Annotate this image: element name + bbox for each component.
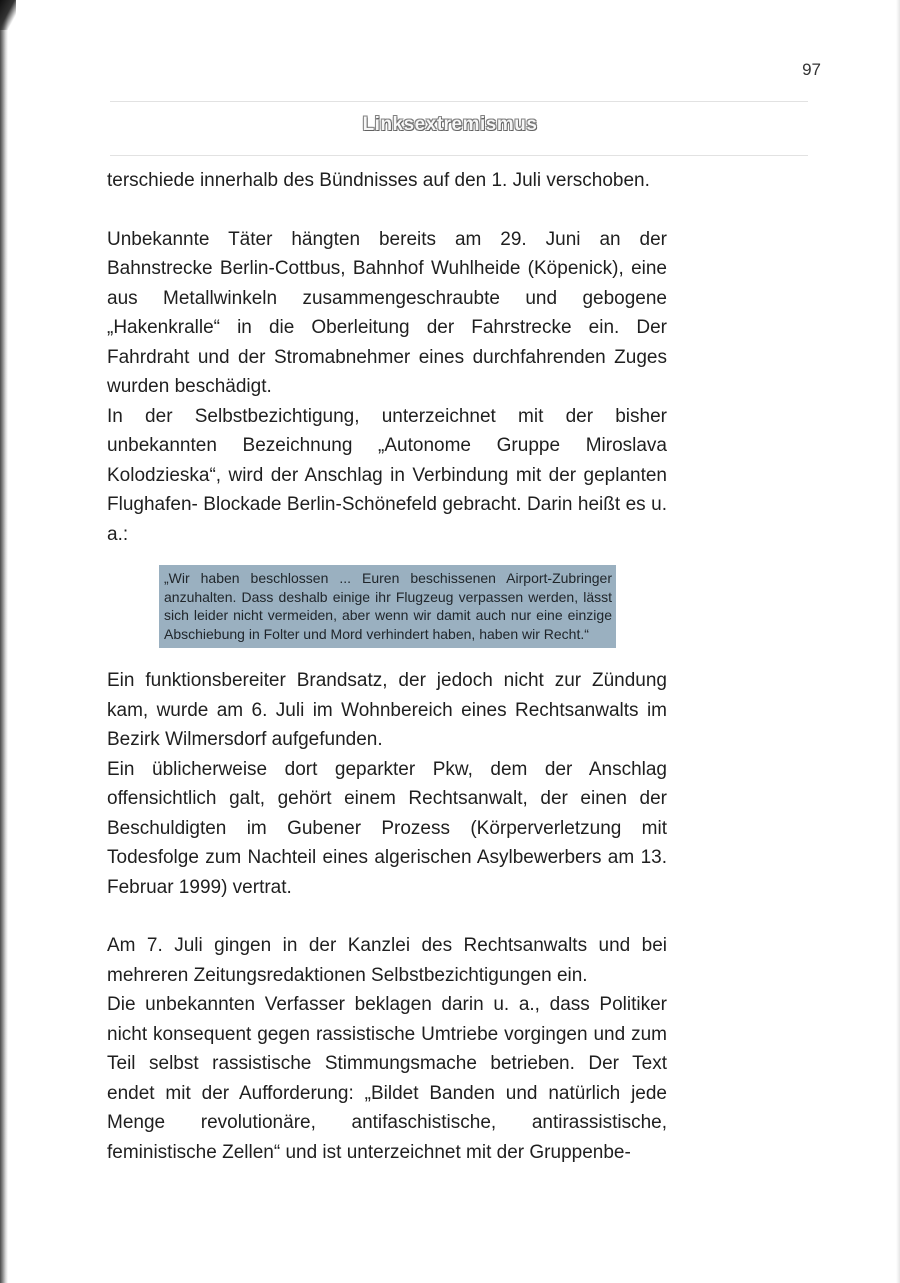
paragraph: Ein funktionsbereiter Brandsatz, der jedoch nicht zur Zündung kam, wurde am 6. Juli im Wohnbereich eines Rechtsanwalts im Bezirk Wilmersdorf aufgefunden. — [107, 670, 667, 750]
paragraph: Unbekannte Täter hängten bereits am 29. Juni an der Bahnstrecke Berlin-Cottbus, Bahnhof Wuhlheide (Köpenick), eine aus Metallwinkeln zusammengeschraubte und gebogene „Hakenkralle“ in die Oberleitung der Fahrstrecke ein. Der Fahrdraht und der Stromabnehmer eines durchfahrenden Zuges wurden beschädigt. — [107, 228, 667, 397]
paragraph: Ein üblicherweise dort geparkter Pkw, dem der Anschlag offensichtlich galt, gehört einem Rechtsanwalt, der einen der Beschuldigten im Gubener Prozess (Körperverletzung mit Todesfolge zum Nachteil eines algerischen Asylbewerbers am 13. Februar 1999) vertrat. — [107, 758, 667, 898]
scan-corner-mark — [0, 0, 16, 30]
quote-box: „Wir haben beschlossen ... Euren beschissenen Airport-Zubringer anzuhalten. Dass deshalb einige ihr Flugzeug verpassen werden, lässt sich leider nicht vermeiden, aber wenn wir damit auch nur eine einzige Abschiebung in Folter und Mord verhindert haben, haben wir Recht.“ — [159, 565, 616, 648]
paragraph: Die unbekannten Verfasser beklagen darin u. a., dass Politiker nicht konsequent gegen rassistische Umtriebe vorgingen und zum Teil selbst rassistische Stimmungsmache betrieben. Der Text endet mit der Aufforderung: „Bildet Banden und natürlich jede Menge revolutionäre, antifaschistische, antirassistische, feministische Zellen“ und ist unterzeichnet mit der Gruppenbe- — [107, 994, 667, 1163]
paragraph-gap — [107, 196, 667, 225]
scan-right-edge — [896, 0, 900, 1283]
paragraph: Am 7. Juli gingen in der Kanzlei des Rechtsanwalts und bei mehreren Zeitungsredaktionen Selbstbezichtigungen ein. — [107, 935, 667, 986]
page-number: 97 — [802, 60, 821, 79]
body-text — [107, 166, 667, 1167]
paragraph: In der Selbstbezichtigung, unterzeichnet mit der bisher unbekannten Bezeichnung „Autonome Gruppe Miroslava Kolodzieska“, wird der Anschlag in Verbindung mit der geplanten Flughafen- Blockade Berlin-Schönefeld gebracht. Darin heißt es u. a.: — [107, 405, 667, 545]
paragraph: terschiede innerhalb des Bündnisses auf den 1. Juli verschoben. — [107, 170, 650, 191]
header-rule-top — [110, 101, 808, 102]
header-rule-bottom — [110, 155, 808, 156]
running-head: Linksextremismus — [362, 114, 538, 135]
paragraph-gap — [107, 902, 667, 931]
scan-left-edge — [0, 0, 8, 1283]
